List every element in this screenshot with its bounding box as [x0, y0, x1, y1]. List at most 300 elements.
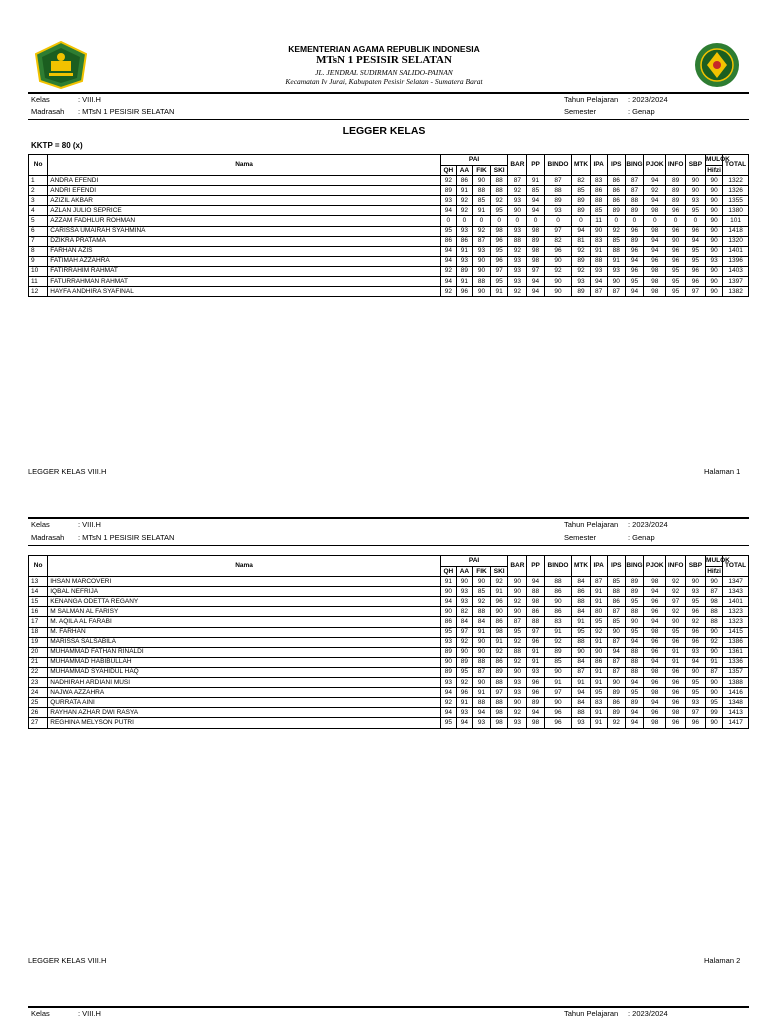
score-cell: 92 [666, 607, 685, 617]
score-cell: 95 [491, 246, 508, 256]
score-cell: 1348 [723, 698, 749, 708]
score-cell: 93 [685, 698, 705, 708]
col-pp: PP [527, 556, 544, 577]
col-ips: IPS [607, 556, 625, 577]
score-cell: 95 [666, 277, 685, 287]
score-cell: 88 [706, 607, 723, 617]
tahun-value: : 2023/2024 [628, 520, 668, 529]
score-cell: 95 [685, 597, 705, 607]
score-cell: 91 [491, 587, 508, 597]
score-cell: 90 [590, 647, 607, 657]
score-cell: 93 [685, 196, 705, 206]
score-cell: 96 [644, 647, 666, 657]
col-info: INFO [666, 556, 685, 577]
student-name: REGHINA MELYSON PUTRI [48, 718, 441, 728]
col-aa: AA [456, 166, 472, 176]
score-cell: 96 [685, 718, 705, 728]
score-cell: 92 [508, 246, 527, 256]
col-bing: BING [625, 556, 643, 577]
score-cell: 96 [491, 256, 508, 266]
score-cell: 91 [590, 246, 607, 256]
madrasah-label: Madrasah [31, 533, 65, 542]
score-cell: 0 [440, 216, 456, 226]
score-cell: 90 [544, 667, 572, 677]
table-row [29, 637, 749, 647]
col-bar: BAR [508, 155, 527, 176]
col-mtk: MTK [572, 155, 590, 176]
score-cell: 96 [644, 637, 666, 647]
score-cell: 89 [527, 698, 544, 708]
score-cell: 91 [590, 597, 607, 607]
score-cell: 1323 [723, 617, 749, 627]
score-cell: 96 [544, 708, 572, 718]
score-cell: 90 [544, 277, 572, 287]
score-cell: 90 [706, 196, 723, 206]
table-row [29, 176, 749, 186]
score-cell: 93 [527, 667, 544, 677]
col-bindo: BINDO [544, 556, 572, 577]
score-cell: 88 [572, 708, 590, 718]
col-bindo: BINDO [544, 155, 572, 176]
score-cell: 85 [472, 587, 490, 597]
score-cell: 96 [644, 607, 666, 617]
row-number: 18 [29, 627, 48, 637]
score-cell: 95 [491, 206, 508, 216]
tahun-label: Tahun Pelajaran [564, 95, 619, 104]
score-cell: 94 [625, 256, 643, 266]
student-name: MARISSA SALSABILA [48, 637, 441, 647]
student-name: RAYHAN AZHAR DWI RASYA [48, 708, 441, 718]
score-cell: 94 [644, 246, 666, 256]
row-number: 5 [29, 216, 48, 226]
page-title: LEGGER KELAS [342, 125, 426, 137]
score-cell: 90 [666, 617, 685, 627]
score-cell: 95 [706, 698, 723, 708]
score-cell: 87 [625, 176, 643, 186]
score-cell: 97 [544, 688, 572, 698]
col-qh: QH [440, 166, 456, 176]
score-cell: 88 [544, 577, 572, 587]
score-cell: 91 [590, 678, 607, 688]
score-cell: 86 [572, 587, 590, 597]
score-cell: 95 [440, 226, 456, 236]
score-cell: 87 [572, 667, 590, 677]
score-cell: 89 [572, 196, 590, 206]
row-number: 1 [29, 176, 48, 186]
score-cell: 0 [607, 216, 625, 226]
score-cell: 85 [607, 617, 625, 627]
score-cell: 92 [508, 597, 527, 607]
score-cell: 88 [491, 176, 508, 186]
score-cell: 90 [472, 176, 490, 186]
score-cell: 93 [508, 678, 527, 688]
score-cell: 94 [625, 718, 643, 728]
score-cell: 83 [590, 176, 607, 186]
score-cell: 101 [723, 216, 749, 226]
row-number: 3 [29, 196, 48, 206]
score-cell: 90 [508, 587, 527, 597]
score-cell: 91 [666, 647, 685, 657]
score-cell: 0 [491, 216, 508, 226]
score-cell: 90 [607, 678, 625, 688]
col-ski: SKI [491, 166, 508, 176]
student-name: FATIMAH AZZAHRA [48, 256, 441, 266]
score-cell: 91 [491, 287, 508, 297]
score-cell: 91 [472, 627, 490, 637]
score-cell: 94 [685, 236, 705, 246]
col-ipa: IPA [590, 556, 607, 577]
score-cell: 98 [706, 597, 723, 607]
score-cell: 95 [590, 617, 607, 627]
score-cell: 92 [508, 186, 527, 196]
score-cell: 90 [706, 246, 723, 256]
col-total: TOTAL [723, 155, 749, 176]
student-name: AZLAN JULIO SEPRICE [48, 206, 441, 216]
score-cell: 94 [590, 277, 607, 287]
student-name: M. AQILA AL FARABI [48, 617, 441, 627]
score-cell: 94 [644, 657, 666, 667]
score-cell: 91 [527, 176, 544, 186]
tahun-label: Tahun Pelajaran [564, 520, 619, 529]
score-cell: 96 [666, 698, 685, 708]
score-cell: 96 [666, 206, 685, 216]
score-cell: 98 [644, 287, 666, 297]
score-cell: 0 [666, 216, 685, 226]
score-cell: 92 [456, 637, 472, 647]
score-cell: 82 [572, 176, 590, 186]
tahun-value: : 2023/2024 [628, 1009, 668, 1018]
score-cell: 95 [685, 256, 705, 266]
score-cell: 87 [706, 667, 723, 677]
row-number: 16 [29, 607, 48, 617]
score-cell: 96 [625, 266, 643, 276]
score-cell: 94 [607, 647, 625, 657]
row-number: 10 [29, 266, 48, 276]
score-cell: 93 [440, 637, 456, 647]
score-cell: 92 [666, 587, 685, 597]
score-cell: 91 [607, 256, 625, 266]
table-row [29, 577, 749, 587]
score-cell: 94 [572, 688, 590, 698]
table-row [29, 657, 749, 667]
score-cell: 95 [572, 627, 590, 637]
score-cell: 90 [472, 637, 490, 647]
score-cell: 94 [440, 277, 456, 287]
score-cell: 95 [666, 266, 685, 276]
student-name: ANDRA EFENDI [48, 176, 441, 186]
score-cell: 97 [685, 287, 705, 297]
score-cell: 98 [527, 226, 544, 236]
score-cell: 93 [590, 266, 607, 276]
score-cell: 94 [644, 176, 666, 186]
score-cell: 87 [472, 667, 490, 677]
col-no: No [29, 155, 48, 176]
score-cell: 96 [685, 277, 705, 287]
score-cell: 82 [456, 607, 472, 617]
score-cell: 95 [625, 277, 643, 287]
school-address: JL. JENDRAL SUDIRMAN SALIDO-PAINAN [315, 68, 453, 77]
col-ipa: IPA [590, 155, 607, 176]
score-cell: 96 [544, 246, 572, 256]
score-cell: 98 [644, 206, 666, 216]
col-pai: PAI [440, 556, 507, 567]
table-row [29, 256, 749, 266]
col-total: TOTAL [723, 556, 749, 577]
score-cell: 90 [706, 718, 723, 728]
col-sbp: SBP [685, 556, 705, 577]
kelas-label: Kelas [31, 95, 50, 104]
score-cell: 90 [706, 216, 723, 226]
score-cell: 94 [527, 196, 544, 206]
kelas-label: Kelas [31, 1009, 50, 1018]
score-cell: 86 [440, 617, 456, 627]
score-cell: 89 [440, 667, 456, 677]
score-cell: 88 [607, 587, 625, 597]
score-cell: 93 [456, 597, 472, 607]
score-cell: 88 [590, 196, 607, 206]
row-number: 15 [29, 597, 48, 607]
score-cell: 89 [456, 657, 472, 667]
table-row [29, 236, 749, 246]
score-cell: 94 [527, 708, 544, 718]
score-cell: 88 [491, 698, 508, 708]
score-cell: 93 [508, 266, 527, 276]
score-cell: 1347 [723, 577, 749, 587]
score-cell: 86 [590, 186, 607, 196]
score-cell: 91 [456, 246, 472, 256]
score-cell: 92 [440, 176, 456, 186]
col-hifzi: Hifzi [706, 567, 723, 577]
score-cell: 95 [685, 246, 705, 256]
score-cell: 94 [644, 236, 666, 246]
table-row [29, 216, 749, 226]
score-cell: 94 [440, 688, 456, 698]
score-cell: 0 [544, 216, 572, 226]
score-cell: 87 [544, 176, 572, 186]
score-cell: 91 [440, 577, 456, 587]
score-cell: 98 [644, 266, 666, 276]
table-row [29, 246, 749, 256]
score-cell: 91 [456, 186, 472, 196]
score-cell: 98 [491, 226, 508, 236]
score-cell: 98 [527, 718, 544, 728]
score-cell: 94 [685, 657, 705, 667]
score-cell: 88 [527, 587, 544, 597]
score-cell: 88 [491, 186, 508, 196]
score-cell: 97 [527, 266, 544, 276]
score-cell: 89 [607, 708, 625, 718]
score-cell: 91 [456, 277, 472, 287]
score-cell: 93 [456, 587, 472, 597]
score-cell: 86 [607, 186, 625, 196]
score-cell: 94 [572, 226, 590, 236]
score-cell: 97 [685, 708, 705, 718]
score-cell: 95 [440, 627, 456, 637]
score-cell: 90 [544, 287, 572, 297]
score-cell: 91 [590, 637, 607, 647]
score-cell: 94 [625, 678, 643, 688]
score-cell: 90 [508, 577, 527, 587]
score-cell: 90 [706, 236, 723, 246]
col-mtk: MTK [572, 556, 590, 577]
score-cell: 1343 [723, 587, 749, 597]
school-region: Kecamatan Iv Jurai, Kabupaten Pesisir Selatan - Sumatera Barat [285, 77, 483, 86]
score-cell: 85 [544, 657, 572, 667]
score-cell: 84 [572, 577, 590, 587]
score-cell: 96 [644, 256, 666, 266]
col-hifzi: Hifzi [706, 166, 723, 176]
score-cell: 98 [644, 718, 666, 728]
score-cell: 91 [590, 718, 607, 728]
score-cell: 84 [572, 698, 590, 708]
score-cell: 89 [607, 206, 625, 216]
school-name: MTsN 1 PESISIR SELATAN [316, 54, 452, 66]
score-cell: 90 [706, 206, 723, 216]
student-name: MUHAMMAD HABIBULLAH [48, 657, 441, 667]
row-number: 22 [29, 667, 48, 677]
score-cell: 92 [472, 226, 490, 236]
score-cell: 92 [440, 287, 456, 297]
score-cell: 92 [607, 718, 625, 728]
score-cell: 91 [544, 678, 572, 688]
score-cell: 90 [590, 226, 607, 236]
score-cell: 87 [706, 587, 723, 597]
score-cell: 1322 [723, 176, 749, 186]
score-cell: 90 [544, 597, 572, 607]
score-cell: 88 [572, 637, 590, 647]
row-number: 19 [29, 637, 48, 647]
score-cell: 89 [440, 186, 456, 196]
score-cell: 94 [456, 718, 472, 728]
score-cell: 1320 [723, 236, 749, 246]
score-cell: 83 [590, 698, 607, 708]
score-cell: 90 [440, 657, 456, 667]
table-row [29, 266, 749, 276]
score-cell: 98 [527, 246, 544, 256]
score-cell: 1416 [723, 688, 749, 698]
score-cell: 96 [544, 718, 572, 728]
score-cell: 96 [491, 236, 508, 246]
score-cell: 90 [508, 667, 527, 677]
score-cell: 94 [440, 246, 456, 256]
table-row [29, 206, 749, 216]
score-cell: 0 [508, 216, 527, 226]
table-row [29, 627, 749, 637]
score-cell: 93 [440, 678, 456, 688]
semester-label: Semester [564, 107, 597, 116]
row-number: 4 [29, 206, 48, 216]
score-cell: 93 [508, 688, 527, 698]
score-cell: 92 [440, 266, 456, 276]
score-cell: 87 [590, 577, 607, 587]
col-mulok: MULOK [706, 155, 723, 166]
madrasah-value: : MTsN 1 PESISIR SELATAN [78, 533, 175, 542]
score-cell: 1382 [723, 287, 749, 297]
score-cell: 95 [508, 627, 527, 637]
score-cell: 94 [625, 287, 643, 297]
score-cell: 82 [544, 236, 572, 246]
score-cell: 86 [607, 698, 625, 708]
score-cell: 91 [590, 708, 607, 718]
footer-page-number: Halaman 1 [704, 467, 741, 476]
score-cell: 87 [472, 236, 490, 246]
score-cell: 98 [644, 277, 666, 287]
score-cell: 92 [472, 597, 490, 607]
score-cell: 91 [590, 667, 607, 677]
score-cell: 86 [544, 607, 572, 617]
score-cell: 96 [666, 246, 685, 256]
score-cell: 95 [440, 718, 456, 728]
score-cell: 92 [685, 617, 705, 627]
student-name: KENANGA ODETTA REGANY [48, 597, 441, 607]
kelas-value: : VIII.H [78, 520, 101, 529]
page3-top-divider [28, 1006, 749, 1008]
score-cell: 87 [607, 607, 625, 617]
score-cell: 1417 [723, 718, 749, 728]
row-number: 2 [29, 186, 48, 196]
score-cell: 96 [644, 708, 666, 718]
score-cell: 84 [456, 617, 472, 627]
score-cell: 98 [491, 718, 508, 728]
score-cell: 84 [472, 617, 490, 627]
score-cell: 88 [625, 667, 643, 677]
score-cell: 88 [625, 657, 643, 667]
score-cell: 90 [706, 647, 723, 657]
score-cell: 91 [472, 206, 490, 216]
score-cell: 85 [572, 186, 590, 196]
row-number: 6 [29, 226, 48, 236]
score-cell: 93 [456, 256, 472, 266]
score-cell: 0 [644, 216, 666, 226]
score-cell: 96 [666, 226, 685, 236]
score-cell: 94 [527, 277, 544, 287]
score-cell: 88 [544, 186, 572, 196]
score-cell: 92 [456, 196, 472, 206]
score-cell: 90 [706, 627, 723, 637]
score-cell: 88 [508, 236, 527, 246]
tahun-value: : 2023/2024 [628, 95, 668, 104]
kelas-label: Kelas [31, 520, 50, 529]
score-cell: 96 [527, 688, 544, 698]
score-cell: 88 [607, 246, 625, 256]
score-cell: 92 [491, 577, 508, 587]
score-cell: 90 [706, 266, 723, 276]
score-cell: 92 [590, 627, 607, 637]
table-row [29, 587, 749, 597]
score-cell: 86 [456, 236, 472, 246]
score-cell: 91 [572, 617, 590, 627]
table-row [29, 287, 749, 297]
score-cell: 92 [644, 186, 666, 196]
score-cell: 95 [625, 627, 643, 637]
score-cell: 98 [644, 577, 666, 587]
score-cell: 95 [625, 688, 643, 698]
score-cell: 96 [625, 246, 643, 256]
madrasah-value: : MTsN 1 PESISIR SELATAN [78, 107, 175, 116]
score-cell: 88 [472, 607, 490, 617]
student-name: AZIZIL AKBAR [48, 196, 441, 206]
score-cell: 89 [440, 647, 456, 657]
score-cell: 86 [491, 617, 508, 627]
score-cell: 92 [491, 647, 508, 657]
score-cell: 90 [508, 698, 527, 708]
header-divider [28, 92, 749, 94]
score-cell: 92 [508, 287, 527, 297]
score-cell: 89 [527, 236, 544, 246]
score-cell: 0 [685, 216, 705, 226]
score-cell: 85 [607, 236, 625, 246]
student-name: HAYFA ANDHIRA SYAFINAL [48, 287, 441, 297]
